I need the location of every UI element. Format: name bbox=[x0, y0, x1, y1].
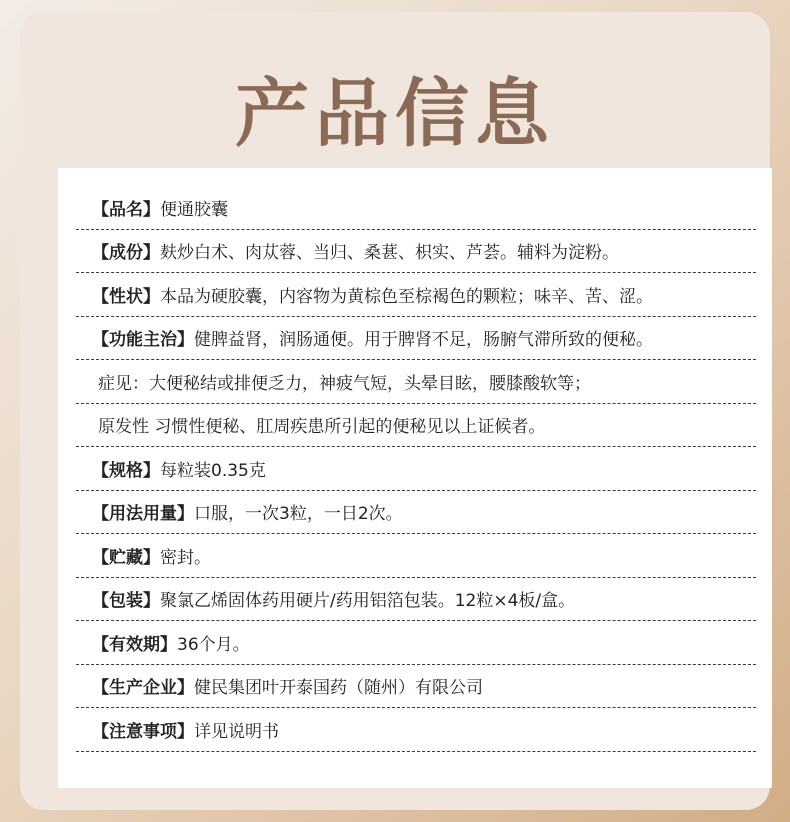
product-info-card bbox=[20, 12, 770, 810]
row-label: 【贮藏】 bbox=[92, 547, 160, 568]
info-row-precautions bbox=[76, 708, 756, 752]
row-value: 麸炒白术、肉苁蓉、当归、桑葚、枳实、芦荟。辅料为淀粉。 bbox=[160, 243, 619, 264]
info-row-storage bbox=[76, 534, 756, 578]
row-label: 【成份】 bbox=[92, 243, 160, 264]
info-row-ingredients bbox=[76, 230, 756, 274]
row-value: 症见：大便秘结或排便乏力，神疲气短，头晕目眩，腰膝酸软等； bbox=[98, 373, 591, 394]
row-label: 【规格】 bbox=[92, 460, 160, 481]
row-label: 【用法用量】 bbox=[92, 504, 194, 525]
info-row-packaging bbox=[76, 578, 756, 622]
info-row-dosage bbox=[76, 491, 756, 535]
row-value: 详见说明书 bbox=[194, 721, 279, 742]
info-rows bbox=[76, 186, 756, 752]
row-label: 【性状】 bbox=[92, 286, 160, 307]
row-value: 聚氯乙烯固体药用硬片/药用铝箔包装。12粒×4板/盒。 bbox=[160, 591, 576, 612]
info-row-shelf-life bbox=[76, 621, 756, 665]
info-row-symptoms bbox=[76, 360, 756, 404]
row-value: 本品为硬胶囊，内容物为黄棕色至棕褐色的颗粒；味辛、苦、涩。 bbox=[160, 286, 653, 307]
info-row-specification bbox=[76, 447, 756, 491]
info-row-name bbox=[76, 186, 756, 230]
row-label: 【生产企业】 bbox=[92, 678, 194, 699]
info-row-symptoms-cont bbox=[76, 404, 756, 448]
row-value: 36个月。 bbox=[177, 634, 250, 655]
info-row-indications bbox=[76, 317, 756, 361]
row-label: 【品名】 bbox=[92, 199, 160, 220]
row-value: 每粒装0.35克 bbox=[160, 460, 266, 481]
page-title: 产品信息 bbox=[235, 71, 555, 157]
info-panel bbox=[58, 168, 772, 788]
row-value: 健民集团叶开泰国药（随州）有限公司 bbox=[194, 678, 483, 699]
row-value: 口服，一次3粒，一日2次。 bbox=[194, 504, 403, 525]
info-row-manufacturer bbox=[76, 665, 756, 709]
row-label: 【包装】 bbox=[92, 591, 160, 612]
row-label: 【有效期】 bbox=[92, 634, 177, 655]
row-label: 【功能主治】 bbox=[92, 330, 194, 351]
row-value: 密封。 bbox=[160, 547, 211, 568]
info-row-description bbox=[76, 273, 756, 317]
row-value: 原发性 习惯性便秘、肛周疾患所引起的便秘见以上证候者。 bbox=[98, 417, 546, 438]
row-label: 【注意事项】 bbox=[92, 721, 194, 742]
row-value: 便通胶囊 bbox=[160, 199, 228, 220]
row-value: 健脾益肾，润肠通便。用于脾肾不足，肠腑气滞所致的便秘。 bbox=[194, 330, 653, 351]
